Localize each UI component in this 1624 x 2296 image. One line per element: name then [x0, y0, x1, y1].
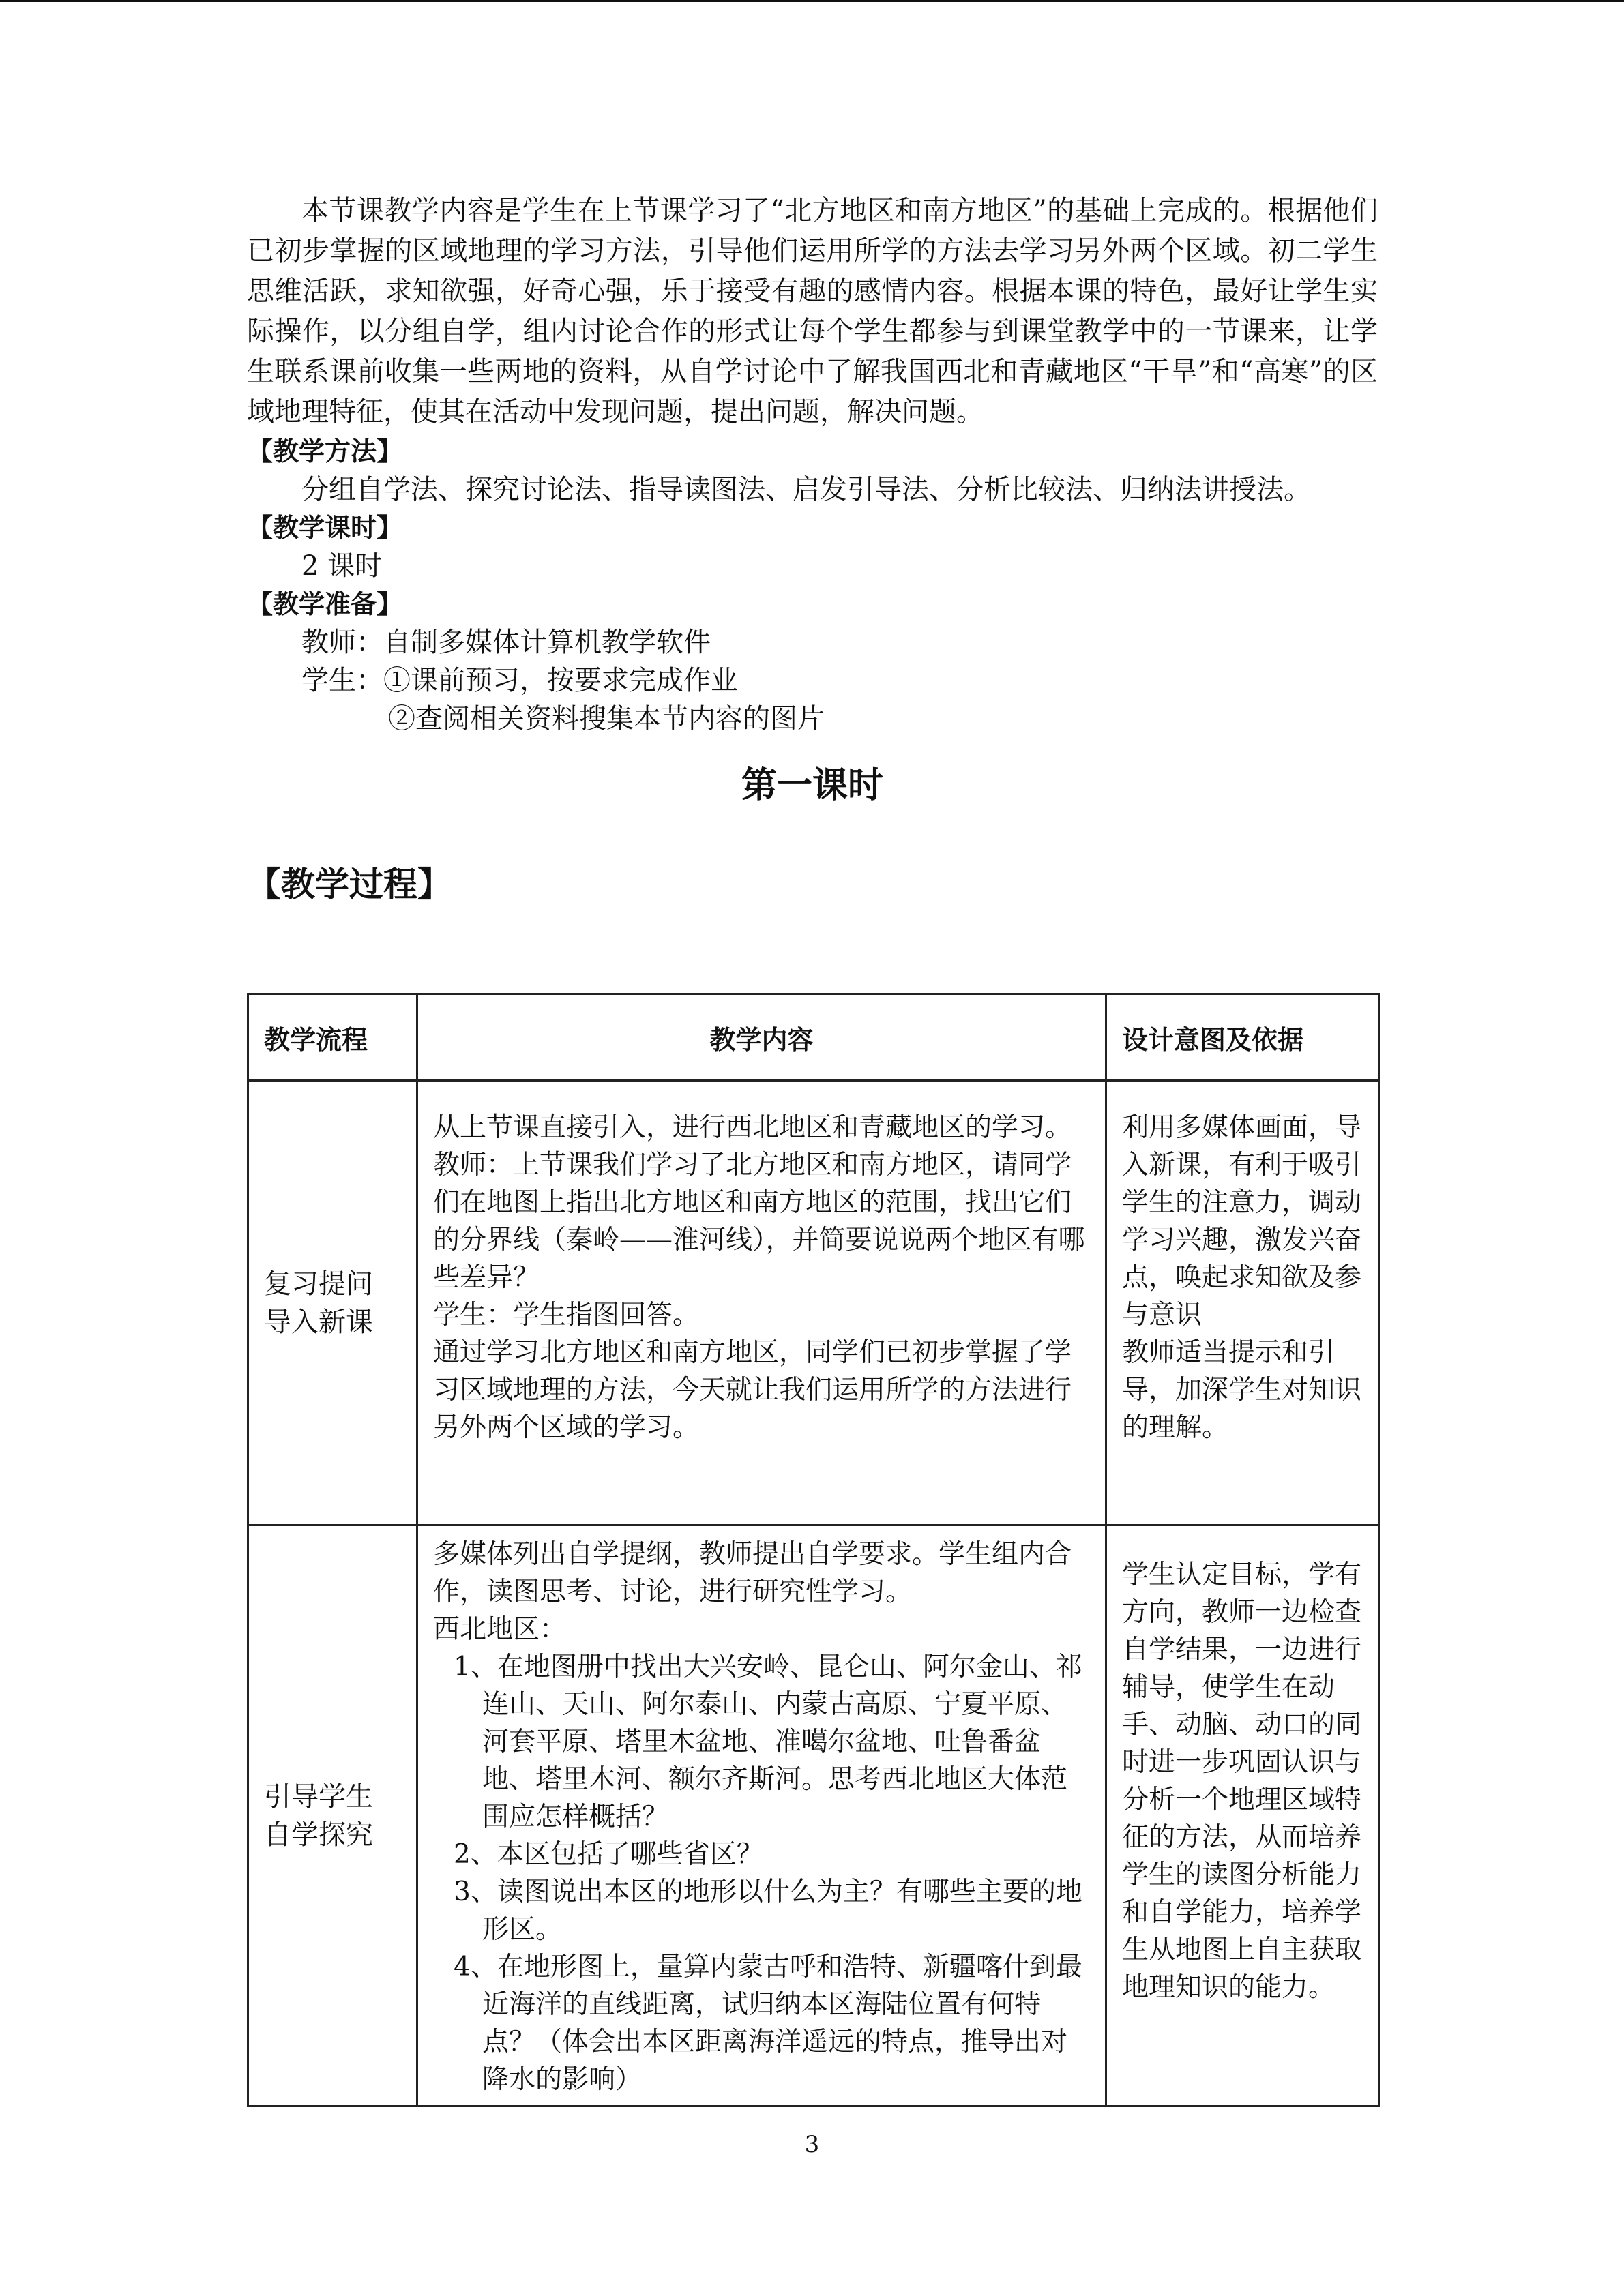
- row1-intent-cell: [1106, 1081, 1379, 1525]
- table-header-row: [248, 994, 1379, 1081]
- row2-intent-para: 学生认定目标，学有方向，教师一边检查自学结果，一边进行辅导，使学生在动手、动脑、动口的同时进一步巩固认识与分析一个地理区域特征的方法，从而培养学生的读图分析能力和自学能力，培养学生从地图上自主获取地理知识的能力。: [1122, 1560, 1362, 2003]
- preparation-student-1: 学生：①课前预习，按要求完成作业: [301, 665, 738, 696]
- process-heading: 【教学过程】: [247, 865, 452, 904]
- lesson-title: 第一课时: [741, 765, 883, 806]
- row2-intent-cell: [1106, 1525, 1379, 2106]
- methods-text: 分组自学法、探究讨论法、指导读图法、启发引导法、分析比较法、归纳法讲授法。: [301, 474, 1311, 505]
- row2-content-cell: [417, 1525, 1106, 2106]
- top-border-line: [0, 0, 1624, 2]
- row2-flow-line: 自学探究: [264, 1819, 373, 1851]
- methods-heading: 【教学方法】: [247, 436, 403, 466]
- row2-content-item: 1、在地图册中找出大兴安岭、昆仑山、阿尔金山、祁连山、天山、阿尔泰山、内蒙古高原、宁夏平原、河套平原、塔里木盆地、准噶尔盆地、吐鲁番盆地、塔里木河、额尔齐斯河。思考西北地区大体范围应怎样概括？: [454, 1652, 1082, 1832]
- row2-content-region: 西北地区：: [433, 1614, 567, 1645]
- preparation-heading: 【教学准备】: [247, 589, 403, 619]
- row2-content-item: 2、本区包括了哪些省区？: [454, 1839, 763, 1870]
- teaching-process-table: [247, 993, 1380, 2107]
- header-flow: 教学流程: [248, 994, 417, 1081]
- preparation-student-2: ②查阅相关资料搜集本节内容的图片: [388, 703, 825, 734]
- row2-flow-line: 引导学生: [264, 1780, 373, 1813]
- header-content: 教学内容: [417, 994, 1106, 1081]
- row1-content-cell: [417, 1081, 1106, 1525]
- row1-content-para: 学生：学生指图回答。: [433, 1300, 700, 1330]
- row2-flow-cell: [248, 1525, 417, 2106]
- row2-content-item: 3、读图说出本区的地形以什么为主？有哪些主要的地形区。: [454, 1877, 1082, 1945]
- row1-flow-cell: [248, 1081, 417, 1525]
- hours-heading: 【教学课时】: [247, 513, 403, 543]
- row1-intent-para: 教师适当提示和引导，加深学生对知识的理解。: [1122, 1337, 1362, 1443]
- table-row: [248, 1081, 1379, 1525]
- row1-content-para: 教师：上节课我们学习了北方地区和南方地区，请同学们在地图上指出北方地区和南方地区的范围，找出它们的分界线（秦岭——淮河线），并简要说说两个地区有哪些差异？: [433, 1150, 1085, 1293]
- row2-content-item: 4、在地形图上，量算内蒙古呼和浩特、新疆喀什到最近海洋的直线距离，试归纳本区海陆位置有何特点？（体会出本区距离海洋遥远的特点，推导出对降水的影响）: [454, 1952, 1082, 2095]
- row1-flow-line: 导入新课: [264, 1306, 373, 1338]
- row1-intent-para: 利用多媒体画面，导入新课，有利于吸引学生的注意力，调动学习兴趣，激发兴奋点，唤起求知欲及参与意识: [1122, 1112, 1362, 1330]
- page-number: 3: [804, 2131, 820, 2158]
- row2-content-intro: 多媒体列出自学提纲，教师提出自学要求。学生组内合作，读图思考、讨论，进行研究性学习。: [433, 1539, 1072, 1607]
- preparation-teacher: 教师：自制多媒体计算机教学软件: [301, 627, 711, 658]
- row1-flow-line: 复习提问: [264, 1268, 373, 1300]
- document-page: [247, 191, 1378, 908]
- row1-content-para: 通过学习北方地区和南方地区，同学们已初步掌握了学习区域地理的方法，今天就让我们运用所学的方法进行另外两个区域的学习。: [433, 1337, 1072, 1443]
- intro-paragraph: 本节课教学内容是学生在上节课学习了“北方地区和南方地区”的基础上完成的。根据他们已初步掌握的区域地理的学习方法，引导他们运用所学的方法去学习另外两个区域。初二学生思维活跃，求知欲强，好奇心强，乐于接受有趣的感情内容。根据本课的特色，最好让学生实际操作，以分组自学，组内讨论合作的形式让每个学生都参与到课堂教学中的一节课来，让学生联系课前收集一些两地的资料，从自学讨论中了解我国西北和青藏地区“干旱”和“高寒”的区域地理特征，使其在活动中发现问题，提出问题，解决问题。: [247, 195, 1378, 428]
- header-intent: 设计意图及依据: [1106, 994, 1379, 1081]
- hours-text: 2 课时: [301, 550, 383, 582]
- table-row: [248, 1525, 1379, 2106]
- row1-content-para: 从上节课直接引入，进行西北地区和青藏地区的学习。: [433, 1112, 1072, 1143]
